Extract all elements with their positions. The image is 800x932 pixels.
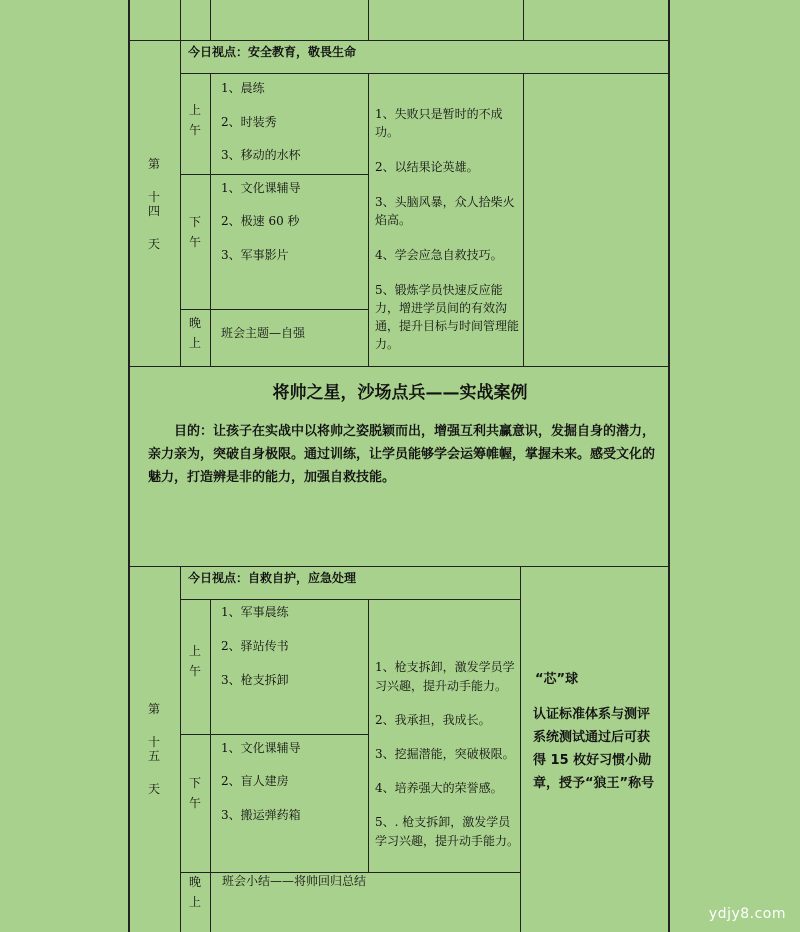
grid-line bbox=[130, 40, 670, 41]
day14-afternoon-item: 3、军事影片 bbox=[221, 248, 289, 262]
day14-afternoon-label: 下 午 bbox=[188, 215, 201, 249]
day14-evening-label: 晚 上 bbox=[188, 316, 201, 350]
day15-morning-label: 上 午 bbox=[188, 644, 201, 678]
day15-label: 第 十五 天 bbox=[147, 702, 160, 796]
day14-morning-item: 3、移动的水杯 bbox=[221, 148, 301, 162]
section-title: 将帅之星，沙场点兵——实战案例 bbox=[272, 383, 528, 403]
grid-line bbox=[520, 566, 521, 932]
day15-afternoon-label: 下 午 bbox=[188, 776, 201, 810]
day14-morning-item: 1、晨练 bbox=[221, 81, 265, 95]
grid-line bbox=[210, 599, 211, 932]
grid-line bbox=[180, 566, 181, 932]
grid-line bbox=[180, 309, 368, 310]
day15-evening-item: 班会小结——将帅回归总结 bbox=[222, 874, 367, 888]
day14-label: 第 十四 天 bbox=[147, 157, 160, 251]
grid-line bbox=[368, 599, 369, 872]
grid-line bbox=[180, 734, 368, 735]
grid-line bbox=[180, 0, 181, 40]
day15-morning-item: 1、军事晨练 bbox=[221, 605, 289, 619]
day14-morning-label: 上 午 bbox=[188, 103, 201, 137]
day15-afternoon-item: 3、搬运弹药箱 bbox=[221, 808, 301, 822]
section-purpose: 目的：让孩子在实战中以将帅之姿脱颖而出，增强互利共赢意识，发掘自身的潜力，亲力亲为，突破自身极限。通过训练，让学员能够学会运筹帷幄，掌握未来。感受文化的魅力，打造辨是非的能力，加强自救技能。 bbox=[148, 424, 656, 485]
day14-goals: 1、失败只是暂时的不成功。 2、以结果论英雄。 3、头脑风暴，众人拾柴火焰高。 4、学会应急自救技巧。 5、锻炼学员快速反应能力，增进学员间的有效沟通，提升目标与时间管理能力。 bbox=[375, 107, 520, 351]
day14-evening-item: 班会主题—自强 bbox=[221, 326, 306, 340]
day14-viewpoint: 今日视点：安全教育，敬畏生命 bbox=[188, 45, 357, 59]
grid-line bbox=[523, 0, 524, 40]
badge-description: 认证标准体系与测评系统测试通过后可获得 15 枚好习惯小勋章，授予“狼王”称号 bbox=[533, 707, 655, 791]
day15-goals: 1、枪支拆卸，激发学员学习兴趣，提升动手能力。 2、我承担，我成长。 3、挖掘潜能，突破极限。 4、培养强大的荣誉感。 5、. 枪支拆卸，激发学员学习兴趣，提升动手能力。 bbox=[375, 660, 520, 848]
day15-morning-item: 2、驿站传书 bbox=[221, 639, 289, 653]
day14-morning-item: 2、时装秀 bbox=[221, 115, 277, 129]
day14-afternoon-item: 1、文化课辅导 bbox=[221, 181, 301, 195]
day15-viewpoint: 今日视点：自救自护，应急处理 bbox=[188, 571, 357, 585]
day14-afternoon-item: 2、极速 60 秒 bbox=[221, 214, 300, 228]
day15-afternoon-item: 2、盲人建房 bbox=[221, 774, 289, 788]
grid-line bbox=[368, 0, 369, 40]
day15-evening-label: 晚 上 bbox=[188, 875, 201, 909]
grid-line bbox=[523, 73, 524, 366]
day15-afternoon-item: 1、文化课辅导 bbox=[221, 741, 301, 755]
day15-morning-item: 3、枪支拆卸 bbox=[221, 673, 289, 687]
grid-line bbox=[180, 174, 368, 175]
schedule-page bbox=[128, 0, 670, 932]
grid-line bbox=[130, 366, 670, 367]
grid-line bbox=[368, 73, 369, 366]
grid-line bbox=[180, 599, 520, 600]
schedule-table bbox=[130, 0, 670, 932]
badge-title: “芯”球 bbox=[535, 672, 579, 687]
grid-line bbox=[130, 566, 670, 567]
grid-line bbox=[210, 73, 211, 366]
grid-line bbox=[180, 40, 181, 366]
grid-line bbox=[180, 73, 670, 74]
watermark: ydjy8.com bbox=[708, 906, 786, 922]
grid-line bbox=[210, 0, 211, 40]
